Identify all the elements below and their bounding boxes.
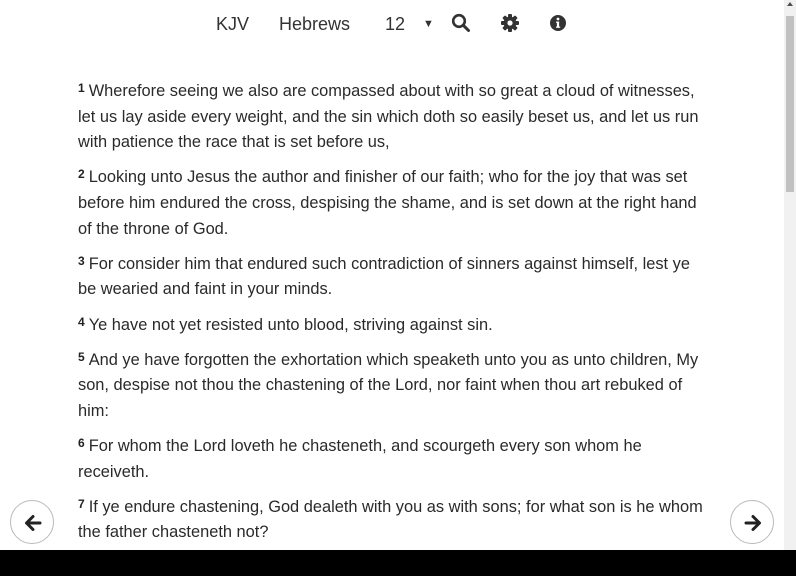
search-icon[interactable] xyxy=(451,13,471,33)
bottom-bar xyxy=(0,550,796,576)
verse xyxy=(78,310,708,339)
previous-chapter-button[interactable] xyxy=(10,500,54,544)
info-icon[interactable] xyxy=(548,13,568,33)
chevron-down-icon: ▼ xyxy=(423,18,434,30)
top-toolbar xyxy=(0,0,784,48)
next-chapter-button[interactable] xyxy=(730,500,774,544)
verse-text: Wherefore seeing we also are compassed about with so great a cloud of witnesses, let us lay aside every weight, and the sin which doth so easily beset us, and let us run with patience the race that is set before us, xyxy=(78,82,699,152)
verse-text: Ye have not yet resisted unto blood, striving against sin. xyxy=(88,315,493,334)
verse-number: 5 xyxy=(78,349,85,364)
verse-number: 6 xyxy=(78,436,85,451)
chapter-value: 12 xyxy=(385,14,406,34)
verse-text: And ye have forgotten the exhortation which speaketh unto you as unto children, My son, despise not thou the chastening of the Lord, nor faint when thou art rebuked of him: xyxy=(78,350,699,420)
arrow-right-icon xyxy=(743,513,763,533)
version-selector[interactable]: KJV xyxy=(216,14,250,34)
verse-text: Looking unto Jesus the author and finisher of our faith; who for the joy that was set before him endured the cross, despising the shame, and is set down at the right hand of the throne of God. xyxy=(78,168,697,238)
verse-number: 3 xyxy=(78,253,85,268)
verse-number: 2 xyxy=(78,167,85,182)
verse-number: 7 xyxy=(78,496,85,511)
vertical-scrollbar[interactable] xyxy=(784,0,796,550)
chapter-content xyxy=(78,76,708,576)
verse-number: 4 xyxy=(78,314,85,329)
verse-number: 1 xyxy=(78,81,85,95)
verse xyxy=(78,249,708,303)
arrow-left-icon xyxy=(23,513,43,533)
verse xyxy=(78,431,708,485)
verse-text: For whom the Lord loveth he chasteneth, and scourgeth every son whom he receiveth. xyxy=(78,437,642,481)
verse xyxy=(78,492,708,546)
settings-icon[interactable] xyxy=(500,13,520,33)
chapter-select[interactable] xyxy=(385,12,435,36)
scrollbar-thumb[interactable] xyxy=(786,16,794,192)
verse xyxy=(78,345,708,425)
book-selector[interactable]: Hebrews xyxy=(279,14,351,34)
verse xyxy=(78,76,708,156)
scroll-up-arrow-icon[interactable] xyxy=(787,2,793,6)
verse-text: If ye endure chastening, God dealeth with you as with sons; for what son is he whom the father chasteneth not? xyxy=(78,497,703,542)
verse-text: For consider him that endured such contradiction of sinners against himself, lest ye be wearied and faint in your minds. xyxy=(78,254,690,299)
verse xyxy=(78,162,708,242)
